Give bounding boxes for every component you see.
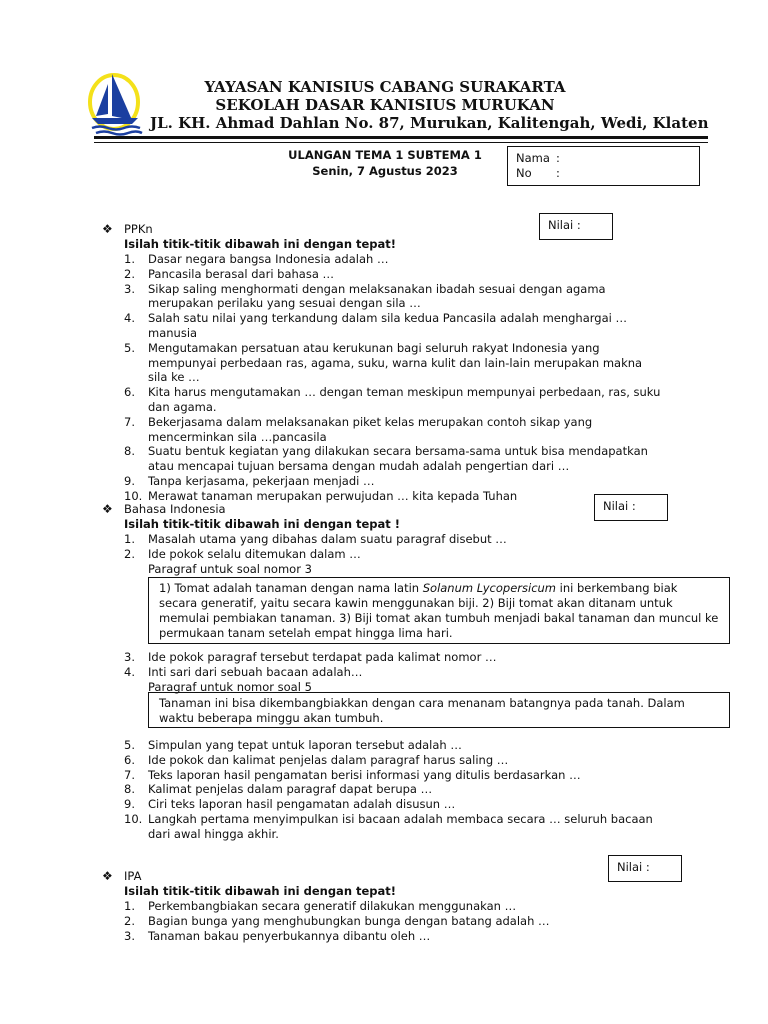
section-instruction: Isilah titik-titik dibawah ini dengan tepat! (124, 237, 397, 251)
question-item: 8. Kalimat penjelas dalam paragraf dapat berupa … (124, 782, 433, 797)
question-item: 6. Kita harus mengutamakan … dengan teman meskipun mempunyai perbedaan, ras, suku dan agama. (124, 385, 661, 414)
question-item: 9. Ciri teks laporan hasil pengamatan adalah disusun … (124, 797, 456, 812)
exam-date: Senin, 7 Agustus 2023 (312, 164, 458, 178)
reading-paragraph-3: 1) Tomat adalah tanaman dengan nama latin Solanum Lycopersicum ini berkembang biak secara generatif, yaitu secara kawin menggunakan biji. 2) Biji tomat akan ditanam untuk memulai pembiakan tanaman. 3) Biji tomat akan tumbuh menjadi bakal tanaman dan muncul ke permukaan tanam setelah empat hingga lima hari. (148, 577, 730, 644)
question-list-a (124, 532, 684, 562)
name-colon: : (556, 151, 560, 165)
question-item: 5. Mengutamakan persatuan atau kerukunan bagi seluruh rakyat Indonesia yang mempunyai perbedaan ras, agama, suku, warna kulit dan lain-lain merupakan makna sila ke … (124, 340, 643, 385)
question-item: 2. Bagian bunga yang menghubungkan bunga dengan batang adalah … (124, 913, 550, 928)
question-item: 9. Tanpa kerjasama, pekerjaan menjadi … (124, 473, 375, 488)
reading-paragraph-5: Tanaman ini bisa dikembangbiakkan dengan cara menanam batangnya pada tanah. Dalam waktu beberapa minggu akan tumbuh. (148, 692, 730, 728)
logo-wave-2 (96, 132, 142, 135)
bullet-diamond-icon: ❖ (102, 222, 113, 236)
paragraph-label-3: Paragraf untuk soal nomor 3 (148, 561, 312, 576)
question-item: 1. Masalah utama yang dibahas dalam suatu paragraf disebut … (124, 532, 507, 546)
section-title: PPKn (124, 222, 153, 236)
school-address: JL. KH. Ahmad Dahlan No. 87, Murukan, Kalitengah, Wedi, Klaten (150, 114, 709, 132)
section-bahasa-indonesia (102, 502, 684, 576)
question-item: 10. Merawat tanaman merupakan perwujudan … kita kepada Tuhan (124, 488, 518, 503)
logo-boat (92, 118, 138, 124)
question-item: 5. Simpulan yang tepat untuk laporan tersebut adalah … (124, 738, 462, 752)
question-item: 3. Sikap saling menghormati dengan melaksanakan ibadah sesuai dengan agama merupakan perilaku yang sesuai dengan sila … (124, 281, 606, 311)
bindo-questions-b (124, 650, 684, 694)
school-name: SEKOLAH DASAR KANISIUS MURUKAN (215, 96, 555, 114)
student-info-box (507, 146, 700, 186)
question-item: 4. Salah satu nilai yang terkandung dalam sila kedua Pancasila adalah menghargai … manusia (124, 311, 627, 340)
section-title: IPA (124, 869, 142, 883)
bullet-diamond-icon: ❖ (102, 502, 113, 516)
bullet-diamond-icon: ❖ (102, 869, 113, 883)
bindo-questions-c (124, 738, 664, 842)
question-item: 10. Langkah pertama menyimpulkan isi bacaan adalah membaca secara … seluruh bacaan dari awal hingga akhir. (124, 811, 653, 841)
question-item: 7. Bekerjasama dalam melaksanakan piket kelas merupakan contoh sikap yang mencerminkan sila …pancasila (124, 414, 593, 444)
question-item: 1. Perkembangbiakan secara generatif dilakukan menggunakan … (124, 899, 517, 913)
question-item: 3. Tanaman bakau penyerbukannya dibantu oleh … (124, 928, 431, 943)
latin-name: Solanum Lycopersicum (422, 581, 557, 595)
question-item: 1. Dasar negara bangsa Indonesia adalah … (124, 252, 389, 266)
question-list (124, 899, 684, 943)
nilai-label: Nilai : (548, 218, 581, 232)
header-rule-thin (94, 142, 708, 143)
logo-sail-left (96, 84, 108, 116)
section-title: Bahasa Indonesia (124, 502, 226, 516)
question-item: 6. Ide pokok dan kalimat penjelas dalam paragraf harus saling … (124, 752, 509, 767)
question-item: 2. Pancasila berasal dari bahasa … (124, 266, 335, 281)
no-label: No (516, 166, 532, 180)
section-ipa (102, 869, 684, 943)
paragraph-label-5: Paragraf untuk nomor soal 5 (148, 679, 312, 694)
school-logo (88, 70, 146, 136)
no-colon: : (556, 166, 560, 180)
exam-title: ULANGAN TEMA 1 SUBTEMA 1 (288, 148, 482, 162)
name-label: Nama (516, 151, 550, 165)
question-item: 7. Teks laporan hasil pengamatan berisi informasi yang ditulis berdasarkan … (124, 767, 581, 782)
section-ppkn (102, 222, 664, 504)
question-item: 8. Suatu bentuk kegiatan yang dilakukan secara bersama-sama untuk bisa mendapatkan atau mencapai tujuan bersama dengan mudah adalah pengertian dari … (124, 444, 648, 474)
question-item: 4. Inti sari dari sebuah bacaan adalah… (124, 664, 363, 679)
section-instruction: Isilah titik-titik dibawah ini dengan tepat! (124, 884, 397, 898)
question-item: 3. Ide pokok paragraf tersebut terdapat pada kalimat nomor … (124, 650, 497, 664)
question-list (124, 252, 664, 504)
nilai-label: Nilai : (603, 499, 636, 513)
section-instruction: Isilah titik-titik dibawah ini dengan tepat ! (124, 517, 401, 531)
foundation-name: YAYASAN KANISIUS CABANG SURAKARTA (204, 78, 566, 96)
question-item: 2. Ide pokok selalu ditemukan dalam … (124, 546, 361, 561)
header-rule-thick (94, 136, 708, 139)
question-list-b (124, 650, 684, 680)
question-list-c (124, 738, 664, 842)
nilai-label: Nilai : (617, 860, 650, 874)
